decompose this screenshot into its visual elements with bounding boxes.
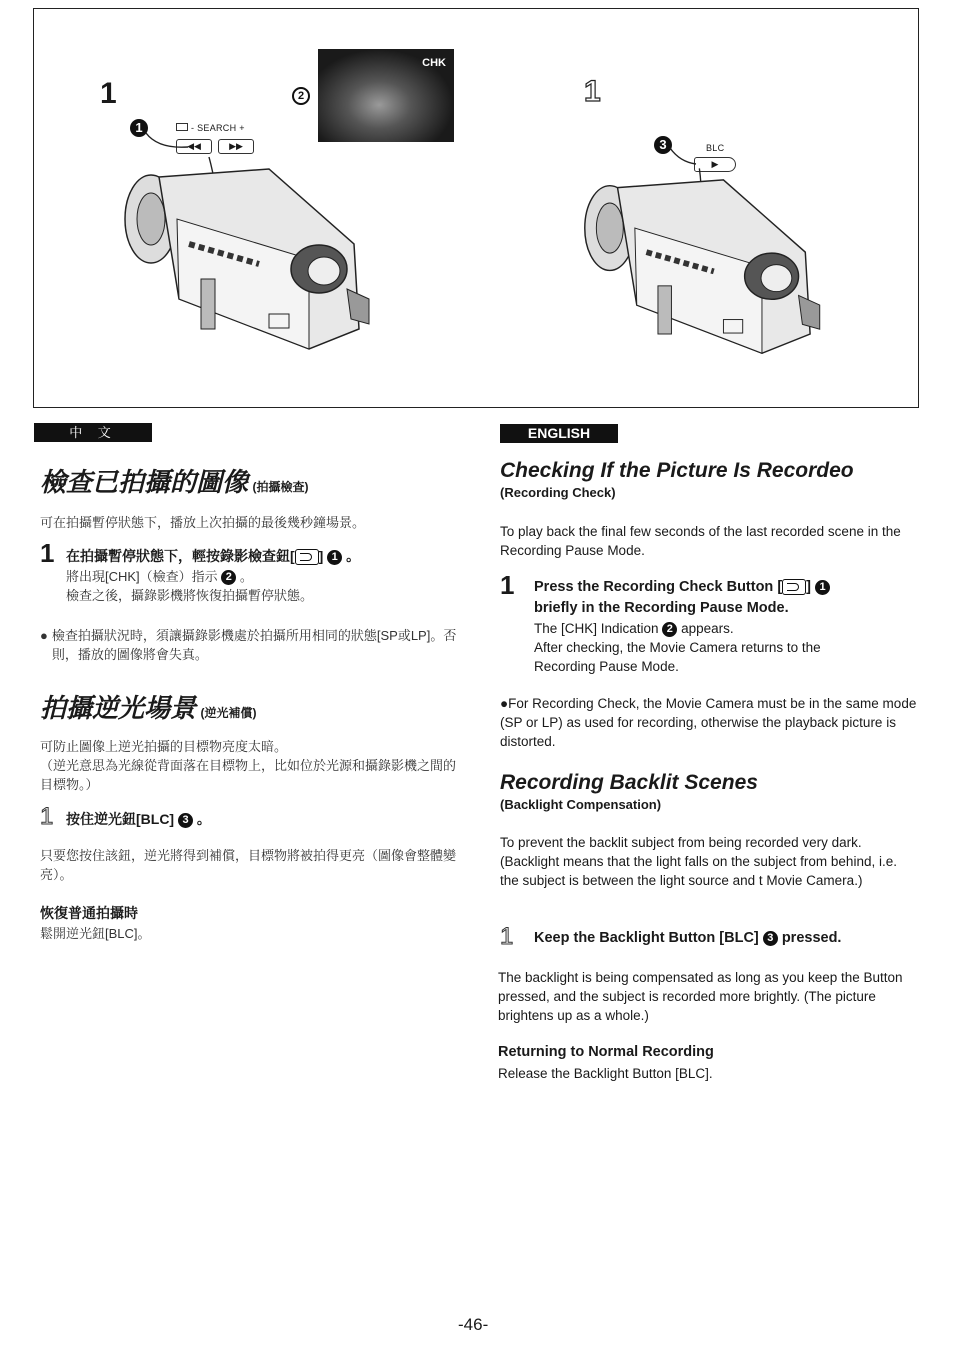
zh-step-2-number: 1 [40, 803, 54, 830]
illustration-frame [33, 8, 919, 408]
callout-1-ref-en: 1 [815, 580, 830, 595]
blc-label: BLC [706, 143, 725, 153]
en-subtitle-1: (Recording Check) [500, 485, 616, 500]
en-note: ●For Recording Check, the Movie Camera must be in the same mode (SP or LP) as used for recording, otherwise the playback picture is distorted. [500, 696, 917, 749]
viewfinder-preview-image [318, 49, 454, 142]
fast-forward-button[interactable]: ▶▶ [218, 139, 254, 154]
zh-subtitle-2: (逆光補償) [200, 706, 257, 720]
zh-step-1-line3: 檢查之後，攝錄影機將恢復拍攝暫停狀態。 [66, 588, 314, 603]
callout-3-ref: 3 [178, 813, 193, 828]
zh-subtitle-1: (拍攝檢查) [252, 480, 309, 494]
en-title-1: Checking If the Picture Is Recordeo [500, 459, 854, 482]
en-return-title: Returning to Normal Recording [498, 1044, 714, 1060]
english-language-banner: ENGLISH [500, 424, 618, 443]
callout-2-ref-en: 2 [662, 622, 677, 637]
en-subtitle-2: (Backlight Compensation) [500, 797, 662, 812]
page-number: -46- [458, 1315, 489, 1334]
en-intro-1: To play back the final few seconds of the last recorded scene in the Recording Pause Mode. [500, 524, 901, 558]
zh-step-1-line2: 將出現[CHK]（檢查）指示 2 。 [66, 569, 253, 584]
callout-3-ref-en: 3 [763, 931, 778, 946]
zh-note: ● 檢查拍攝狀況時，須讓攝錄影機處於拍攝所用相同的狀態[SP或LP]。否則，播放的圖像將會失真。 [40, 628, 457, 662]
zh-intro-2a: 可防止圖像上逆光拍攝的目標物亮度太暗。 [40, 739, 288, 754]
en-step-2-number: 1 [500, 923, 514, 950]
zh-step-1-heading: 在拍攝暫停狀態下，輕按錄影檢查鈕[ ] 1 。 [66, 548, 361, 564]
callout-1-badge: 1 [130, 119, 148, 137]
chk-indicator: CHK [422, 57, 446, 69]
zh-heading-recording-check [40, 462, 308, 499]
search-label: - SEARCH + [176, 123, 245, 133]
camcorder-illustration-left [119, 149, 389, 374]
zh-intro-1: 可在拍攝暫停狀態下，播放上次拍攝的最後幾秒鐘場景。 [40, 515, 366, 530]
zh-title-2: 拍攝逆光場景 [40, 694, 197, 724]
zh-title-1: 檢查已拍攝的圖像 [40, 468, 249, 498]
zh-step-2-desc: 只要您按住該鈕，逆光將得到補償，目標物將被拍得更亮（圖像會整體變亮）。 [40, 848, 457, 882]
chinese-language-banner: 中 文 [34, 423, 152, 442]
zh-intro-2b: （逆光意思為光線從背面落在目標物上，比如位於光源和攝錄影機之間的目標物。） [40, 758, 457, 792]
rewind-button[interactable]: ◀◀ [176, 139, 212, 154]
en-title-2: Recording Backlit Scenes [500, 771, 758, 794]
en-step-2-desc: The backlight is being compensated as long as you keep the Button pressed, and the subject is recorded more brightly. (The picture brightens up as a whole.) [498, 970, 903, 1023]
en-intro-2: To prevent the backlit subject from being recorded very dark. (Backlight means that the light falls on the subject from behind, i.e. the subject is between the light source and t Movie Camera.) [500, 835, 897, 888]
zh-step-1 [40, 540, 54, 567]
en-step-2-heading: Keep the Backlight Button [BLC] 3 pressed. [534, 930, 842, 946]
en-step-1-number: 1 [500, 570, 515, 600]
callout-2-marker [292, 87, 310, 105]
zh-return-text: 鬆開逆光鈕[BLC]。 [40, 926, 151, 941]
en-step-1-desc-b: After checking, the Movie Camera returns to the Recording Pause Mode. [534, 640, 821, 674]
en-step-1-line2: briefly in the Recording Pause Mode. [534, 600, 789, 616]
figure-step-number-right: 1 [584, 75, 601, 108]
callout-3-badge: 3 [654, 136, 672, 154]
recording-check-icon-en [782, 579, 806, 595]
en-return-text: Release the Backlight Button [BLC]. [498, 1066, 713, 1081]
backlight-button[interactable]: ▶ [694, 157, 736, 172]
camcorder-illustration-right [579, 159, 839, 379]
zh-step-2-heading: 按住逆光鈕[BLC] 3 。 [66, 811, 211, 827]
recording-check-icon [295, 549, 319, 565]
figure-step-number-left: 1 [100, 77, 117, 110]
zh-heading-backlight [40, 688, 256, 725]
callout-2-badge: 2 [292, 87, 310, 105]
zh-step-1-number: 1 [40, 538, 55, 568]
en-step-1-heading: Press the Recording Check Button [ ] 1 [534, 579, 830, 595]
callout-2-ref: 2 [221, 570, 236, 585]
en-step-1-desc-a: The [CHK] Indication 2 appears. [534, 621, 734, 636]
callout-1-ref: 1 [327, 550, 342, 565]
zh-return-title: 恢復普通拍攝時 [40, 905, 138, 921]
